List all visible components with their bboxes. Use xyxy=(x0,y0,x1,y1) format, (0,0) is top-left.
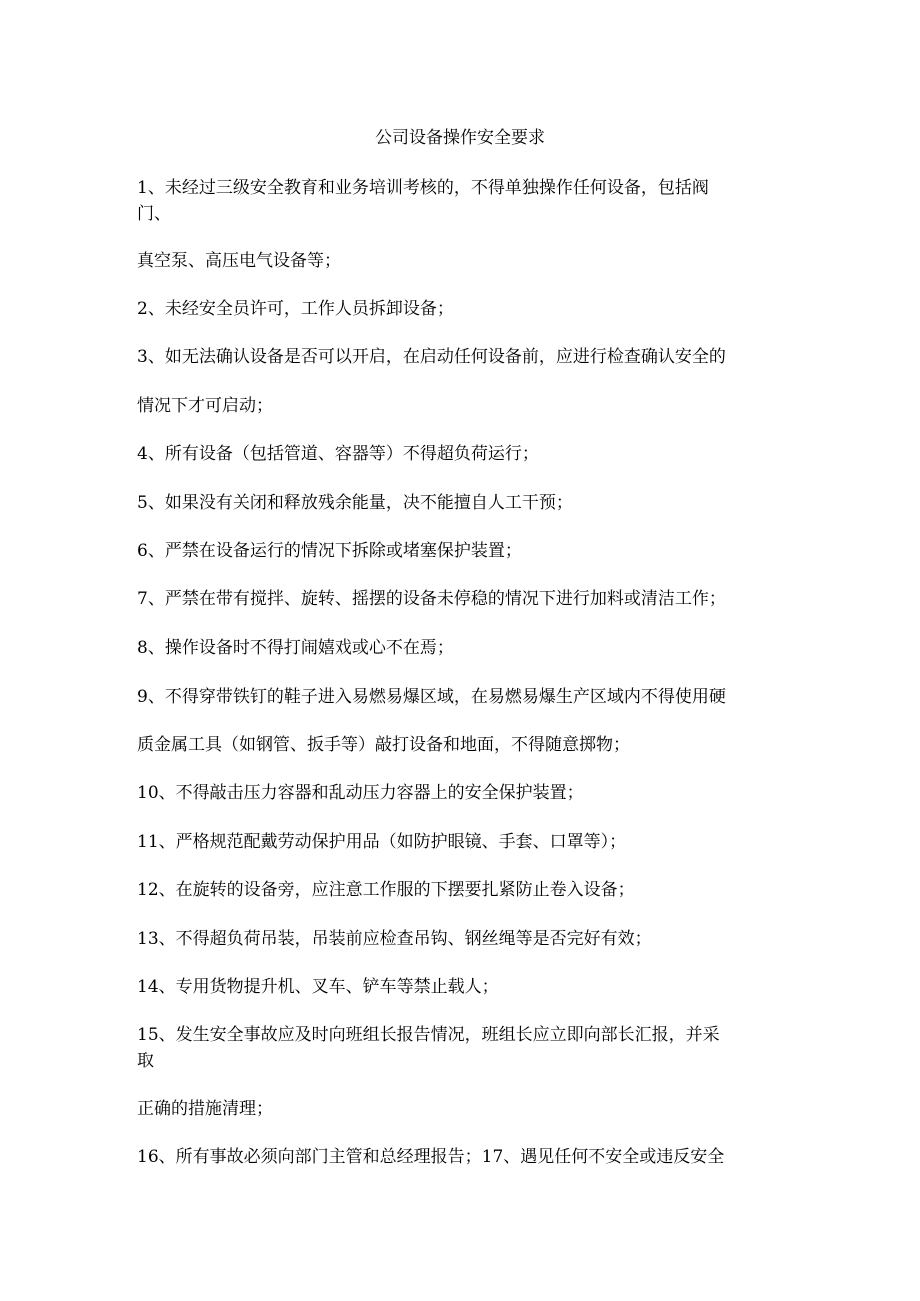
paragraph-line: 15、发生安全事故应及时向班组长报告情况，班组长应立即向部长汇报，并采 xyxy=(137,1025,720,1045)
paragraph-line: 7、严禁在带有搅拌、旋转、摇摆的设备未停稳的情况下进行加料或清洁工作； xyxy=(137,589,726,609)
paragraph-line: 12、在旋转的设备旁，应注意工作服的下摆要扎紧防止卷入设备； xyxy=(137,880,635,900)
paragraph-line: 3、如无法确认设备是否可以开启，在启动任何设备前，应进行检查确认安全的 xyxy=(137,347,726,367)
paragraph-line: 8、操作设备时不得打闹嬉戏或心不在焉； xyxy=(137,638,454,658)
paragraph-line: 10、不得敲击压力容器和乱动压力容器上的安全保护装置； xyxy=(137,783,584,803)
paragraph-line: 真空泵、高压电气设备等； xyxy=(137,251,341,271)
paragraph-line: 正确的措施清理； xyxy=(137,1099,273,1119)
document-title: 公司设备操作安全要求 xyxy=(375,128,545,148)
paragraph-line: 2、未经安全员许可，工作人员拆卸设备； xyxy=(137,299,454,319)
paragraph-line: 13、不得超负荷吊装，吊装前应检查吊钩、钢丝绳等是否完好有效； xyxy=(137,929,652,949)
paragraph-line: 6、严禁在设备运行的情况下拆除或堵塞保护装置； xyxy=(137,541,522,561)
paragraph-line: 5、如果没有关闭和释放残余能量，决不能擅自人工干预； xyxy=(137,493,573,513)
paragraph-line: 取 xyxy=(137,1051,154,1071)
paragraph-line: 情况下才可启动； xyxy=(137,396,273,416)
paragraph-line: 4、所有设备（包括管道、容器等）不得超负荷运行； xyxy=(137,444,539,464)
paragraph-line: 11、严格规范配戴劳动保护用品（如防护眼镜、手套、口罩等）； xyxy=(137,832,627,852)
paragraph-line: 质金属工具（如钢管、扳手等）敲打设备和地面，不得随意掷物； xyxy=(137,735,630,755)
paragraph-line: 14、专用货物提升机、叉车、铲车等禁止载人； xyxy=(137,977,499,997)
paragraph-line: 9、不得穿带铁钉的鞋子进入易燃易爆区域，在易燃易爆生产区域内不得使用硬 xyxy=(137,687,726,707)
paragraph-line: 16、所有事故必须向部门主管和总经理报告；17、遇见任何不安全或违反安全 xyxy=(137,1147,725,1167)
paragraph-line: 1、未经过三级安全教育和业务培训考核的，不得单独操作任何设备，包括阀 xyxy=(137,178,709,198)
paragraph-line: 门、 xyxy=(137,204,171,224)
